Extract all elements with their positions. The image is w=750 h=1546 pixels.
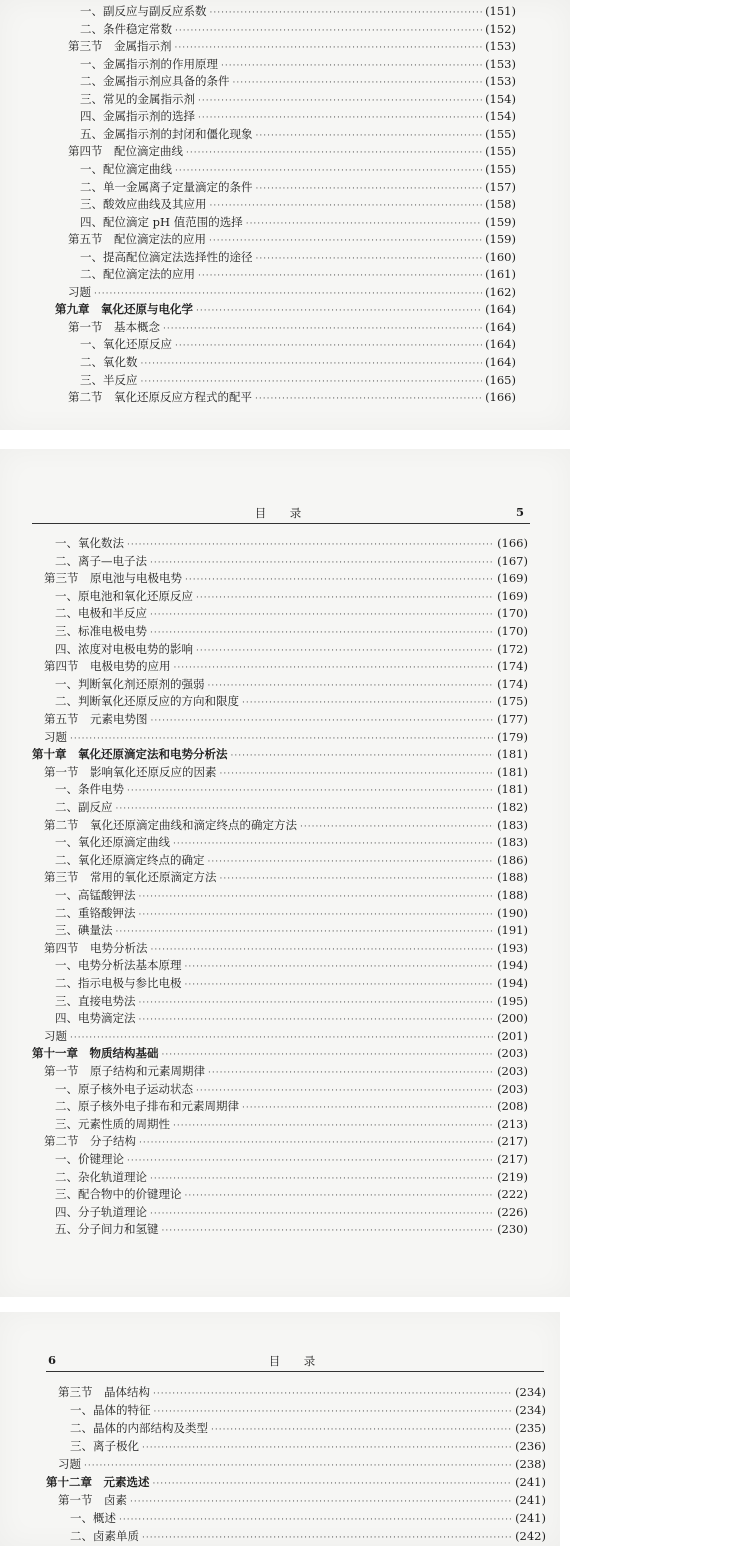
- leader-dots: [196, 646, 494, 656]
- leader-dots: [208, 681, 495, 691]
- toc-entry-page: (151): [485, 4, 516, 18]
- toc-entry-item: [80, 196, 516, 213]
- toc-entry-item: [55, 1204, 528, 1221]
- toc-entry-label: 第一节 基本概念: [68, 319, 160, 334]
- toc-entry-item: [55, 588, 528, 605]
- toc-entry-label: 二、判断氧化还原反应的方向和限度: [55, 694, 239, 709]
- toc-entry-item: [55, 1186, 528, 1203]
- leader-dots: [127, 540, 494, 550]
- toc-entry-label: 习题: [58, 1457, 81, 1471]
- toc-entry-label: 二、氧化数: [80, 355, 138, 369]
- toc-entry-label: 第二节 氧化还原反应方程式的配平: [68, 390, 252, 405]
- leader-dots: [174, 663, 495, 673]
- toc-entry-label: 第九章 氧化还原与电化学: [55, 302, 193, 317]
- toc-entry-page: (164): [485, 319, 516, 334]
- toc-entry-exercise: [44, 1028, 528, 1045]
- toc-entry-item: [55, 623, 528, 640]
- toc-entry-label: 习题: [68, 284, 91, 299]
- leader-dots: [233, 78, 483, 88]
- leader-dots: [231, 751, 495, 761]
- toc-entry-chapter: [32, 1045, 528, 1062]
- toc-entry-page: (166): [485, 390, 516, 405]
- toc-entry-label: 第一节 卤素: [58, 1493, 127, 1507]
- toc-entry-label: 一、晶体的特征: [70, 1403, 151, 1417]
- toc-entry-page: (154): [485, 109, 516, 124]
- toc-entry-label: 四、配位滴定 pH 值范围的选择: [80, 214, 243, 229]
- toc-entry-page: (170): [497, 606, 528, 621]
- toc-entry-label: 第三节 晶体结构: [58, 1385, 150, 1399]
- toc-entry-item: [80, 21, 516, 38]
- toc-entry-page: (217): [497, 1152, 528, 1166]
- toc-entry-page: (182): [497, 800, 528, 814]
- toc-entry-item: [80, 161, 516, 178]
- leader-dots: [210, 201, 483, 211]
- toc-entry-label: 一、概述: [70, 1511, 116, 1525]
- leader-dots: [220, 769, 495, 779]
- toc-entry-page: (164): [485, 337, 516, 352]
- toc-entry-page: (241): [515, 1475, 546, 1489]
- toc-entry-page: (217): [497, 1134, 528, 1149]
- toc-entry-section: [44, 817, 528, 834]
- toc-entry-page: (155): [485, 144, 516, 159]
- leader-dots: [242, 698, 494, 708]
- leader-dots: [185, 1191, 495, 1201]
- toc-entry-label: 二、原子核外电子排布和元素周期律: [55, 1099, 239, 1114]
- toc-entry-label: 二、杂化轨道理论: [55, 1169, 147, 1184]
- toc-entry-page: (200): [497, 1011, 528, 1026]
- toc-page-2: [0, 449, 570, 1297]
- toc-entry-label: 四、分子轨道理论: [55, 1204, 147, 1219]
- toc-entry-page: (166): [497, 536, 528, 550]
- running-header: [32, 505, 530, 524]
- toc-entry-item: [55, 535, 528, 552]
- leader-dots: [196, 593, 494, 603]
- leader-dots: [84, 1461, 512, 1471]
- toc-entry-label: 二、配位滴定法的应用: [80, 267, 195, 282]
- toc-entry-page: (236): [515, 1439, 546, 1453]
- toc-entry-label: 第一节 原子结构和元素周期律: [44, 1064, 205, 1078]
- toc-entry-label: 四、电势滴定法: [55, 1011, 136, 1026]
- leader-dots: [116, 927, 495, 937]
- toc-entry-page: (234): [515, 1403, 546, 1417]
- leader-dots: [162, 1050, 495, 1060]
- leader-dots: [94, 289, 482, 299]
- toc-entry-label: 四、浓度对电极电势的影响: [55, 641, 193, 656]
- toc-entry-item: [80, 126, 516, 143]
- toc-entry-page: (174): [497, 659, 528, 674]
- leader-dots: [139, 892, 495, 902]
- leader-dots: [162, 1226, 495, 1236]
- toc-entry-label: 第十章 氧化还原滴定法和电势分析法: [32, 747, 228, 762]
- toc-entry-page: (177): [497, 712, 528, 726]
- toc-entry-item: [55, 781, 528, 798]
- leader-dots: [196, 306, 482, 316]
- leader-dots: [198, 271, 482, 281]
- toc-entry-page: (169): [497, 588, 528, 603]
- toc-entry-page: (222): [497, 1187, 528, 1202]
- leader-dots: [185, 980, 495, 990]
- leader-dots: [185, 575, 494, 585]
- toc-entry-label: 二、条件稳定常数: [80, 21, 172, 36]
- toc-entry-section: [44, 570, 528, 587]
- leader-dots: [150, 610, 494, 620]
- toc-entry-page: (234): [515, 1385, 546, 1399]
- toc-entry-item: [70, 1510, 546, 1527]
- toc-entry-item: [55, 1169, 528, 1186]
- toc-entry-label: 二、单一金属离子定量滴定的条件: [80, 179, 253, 194]
- toc-entry-label: 一、配位滴定曲线: [80, 161, 172, 176]
- toc-entry-page: (203): [497, 1081, 528, 1096]
- toc-entry-item: [80, 336, 516, 353]
- leader-dots: [154, 1407, 513, 1417]
- toc-entry-page: (153): [485, 74, 516, 89]
- leader-dots: [116, 804, 495, 814]
- leader-dots: [150, 628, 494, 638]
- toc-entry-section: [44, 658, 528, 675]
- toc-entry-label: 一、判断氧化剂还原剂的强弱: [55, 676, 205, 691]
- toc-entry-item: [55, 887, 528, 904]
- toc-entry-label: 一、条件电势: [55, 782, 124, 797]
- toc-entry-item: [80, 354, 516, 371]
- toc-entry-page: (153): [485, 39, 516, 54]
- toc-entry-section: [58, 1384, 546, 1401]
- toc-entry-page: (191): [497, 923, 528, 938]
- toc-entry-page: (194): [497, 958, 528, 973]
- toc-entry-item: [55, 922, 528, 939]
- toc-entry-page: (174): [497, 676, 528, 691]
- toc-entry-label: 第四节 配位滴定曲线: [68, 144, 183, 159]
- toc-entry-item: [55, 553, 528, 570]
- toc-entry-page: (195): [497, 993, 528, 1008]
- header-title: 目 录: [268, 1354, 322, 1368]
- leader-dots: [175, 341, 482, 351]
- leader-dots: [256, 184, 483, 194]
- toc-entry-page: (160): [485, 249, 516, 264]
- toc-entry-section: [68, 389, 516, 406]
- toc-entry-section: [44, 869, 528, 886]
- toc-entry-label: 三、离子极化: [70, 1439, 139, 1453]
- toc-entry-page: (190): [497, 905, 528, 920]
- toc-entry-label: 三、直接电势法: [55, 993, 136, 1008]
- toc-entry-label: 三、常见的金属指示剂: [80, 91, 195, 106]
- leader-dots: [175, 26, 482, 36]
- toc-entry-label: 第二节 分子结构: [44, 1134, 136, 1149]
- leader-dots: [196, 1086, 494, 1096]
- toc-entry-label: 第一节 影响氧化还原反应的因素: [44, 764, 217, 779]
- toc-entry-page: (164): [485, 355, 516, 369]
- toc-entry-label: 第十一章 物质结构基础: [32, 1046, 159, 1061]
- toc-entry-chapter: [32, 746, 528, 763]
- leader-dots: [256, 131, 483, 141]
- toc-entry-item: [55, 1081, 528, 1098]
- toc-entry-item: [70, 1420, 546, 1437]
- toc-entry-page: (179): [497, 729, 528, 744]
- leader-dots: [173, 839, 494, 849]
- leader-dots: [139, 1138, 494, 1148]
- toc-entry-label: 二、卤素单质: [70, 1529, 139, 1543]
- toc-entry-chapter: [55, 301, 516, 318]
- toc-entry-label: 第十二章 元素选述: [46, 1475, 150, 1489]
- toc-entry-label: 习题: [44, 729, 67, 744]
- toc-entry-label: 二、离子—电子法: [55, 553, 147, 568]
- toc-entry-page: (208): [497, 1099, 528, 1114]
- toc-entry-exercise: [58, 1456, 546, 1473]
- header-title: 目 录: [254, 506, 308, 520]
- leader-dots: [256, 254, 483, 264]
- leader-dots: [153, 1389, 512, 1399]
- toc-entry-page: (235): [515, 1421, 546, 1435]
- toc-entry-item: [55, 957, 528, 974]
- leader-dots: [119, 1515, 512, 1525]
- toc-entry-label: 一、金属指示剂的作用原理: [80, 56, 218, 71]
- leader-dots: [130, 1497, 512, 1507]
- toc-entry-section: [68, 231, 516, 248]
- toc-entry-page: (167): [497, 553, 528, 568]
- toc-entry-label: 一、原电池和氧化还原反应: [55, 588, 193, 603]
- leader-dots: [246, 219, 482, 229]
- toc-entry-section: [68, 38, 516, 55]
- toc-entry-page: (241): [515, 1511, 546, 1525]
- toc-entry-page: (162): [485, 284, 516, 299]
- toc-entry-label: 三、配合物中的价键理论: [55, 1187, 182, 1202]
- toc-entry-page: (181): [497, 747, 528, 762]
- leader-dots: [139, 910, 495, 920]
- toc-entry-item: [55, 1010, 528, 1027]
- toc-entry-label: 一、氧化数法: [55, 536, 124, 550]
- toc-entry-item: [70, 1402, 546, 1419]
- toc-entry-label: 第四节 电势分析法: [44, 940, 148, 955]
- leader-dots: [150, 558, 494, 568]
- toc-entry-section: [44, 1133, 528, 1150]
- toc-entry-page: (181): [497, 764, 528, 779]
- toc-entry-page: (157): [485, 179, 516, 194]
- leader-dots: [142, 1443, 512, 1453]
- toc-entry-item: [55, 975, 528, 992]
- toc-entry-page: (238): [515, 1457, 546, 1471]
- toc-entry-page: (186): [497, 852, 528, 867]
- leader-dots: [210, 8, 483, 18]
- leader-dots: [220, 874, 495, 884]
- toc-entry-label: 第三节 原电池与电极电势: [44, 571, 182, 586]
- leader-dots: [300, 822, 494, 832]
- toc-entry-label: 三、标准电极电势: [55, 624, 147, 638]
- toc-entry-label: 二、金属指示剂应具备的条件: [80, 74, 230, 89]
- toc-entry-page: (159): [485, 214, 516, 229]
- toc-entry-page: (172): [497, 641, 528, 656]
- toc-entry-item: [55, 993, 528, 1010]
- toc-entry-label: 五、金属指示剂的封闭和僵化现象: [80, 126, 253, 141]
- toc-entry-page: (158): [485, 197, 516, 212]
- leader-dots: [208, 857, 495, 867]
- toc-entry-page: (155): [485, 161, 516, 176]
- toc-entry-page: (188): [497, 870, 528, 885]
- toc-entry-page: (242): [515, 1529, 546, 1543]
- toc-entry-label: 二、副反应: [55, 800, 113, 814]
- leader-dots: [163, 324, 482, 334]
- leader-dots: [70, 1033, 494, 1043]
- toc-entry-page: (153): [485, 56, 516, 71]
- toc-entry-section: [44, 764, 528, 781]
- toc-entry-page: (165): [485, 372, 516, 387]
- toc-entry-page: (183): [497, 817, 528, 832]
- toc-entry-item: [80, 3, 516, 20]
- toc-entry-label: 一、价键理论: [55, 1152, 124, 1166]
- toc-entry-page: (241): [515, 1493, 546, 1507]
- toc-entry-page: (226): [497, 1204, 528, 1219]
- leader-dots: [141, 377, 483, 387]
- toc-entry-item: [55, 1098, 528, 1115]
- toc-entry-page: (201): [497, 1028, 528, 1043]
- toc-entry-section: [68, 143, 516, 160]
- toc-entry-item: [80, 266, 516, 283]
- leader-dots: [211, 1425, 512, 1435]
- toc-entry-section: [44, 711, 528, 728]
- toc-entry-item: [55, 905, 528, 922]
- leader-dots: [70, 734, 494, 744]
- leader-dots: [242, 1103, 494, 1113]
- toc-entry-item: [55, 799, 528, 816]
- toc-entry-page: (152): [485, 21, 516, 36]
- leader-dots: [151, 945, 495, 955]
- toc-entry-label: 二、重铬酸钾法: [55, 905, 136, 920]
- leader-dots: [186, 148, 482, 158]
- toc-entry-label: 二、氧化还原滴定终点的确定: [55, 852, 205, 867]
- leader-dots: [175, 166, 482, 176]
- toc-entry-item: [55, 834, 528, 851]
- leader-dots: [221, 61, 482, 71]
- toc-entry-item: [80, 372, 516, 389]
- toc-entry-page: (230): [497, 1222, 528, 1237]
- running-header: [46, 1353, 544, 1372]
- leader-dots: [150, 1174, 494, 1184]
- toc-entry-page: (154): [485, 91, 516, 106]
- leader-dots: [151, 716, 495, 726]
- toc-entry-item: [80, 91, 516, 108]
- leader-dots: [185, 962, 495, 972]
- toc-entry-page: (183): [497, 835, 528, 850]
- toc-entry-label: 三、酸效应曲线及其应用: [80, 197, 207, 212]
- toc-entry-label: 一、电势分析法基本原理: [55, 958, 182, 973]
- leader-dots: [153, 1479, 513, 1489]
- toc-entry-section: [44, 1063, 528, 1080]
- toc-entry-label: 一、氧化还原滴定曲线: [55, 835, 170, 850]
- page-number: 6: [48, 1353, 57, 1367]
- toc-entry-item: [55, 1221, 528, 1238]
- toc-entry-page: (175): [497, 694, 528, 709]
- toc-entry-page: (161): [485, 267, 516, 282]
- toc-entry-item: [80, 56, 516, 73]
- leader-dots: [127, 786, 494, 796]
- toc-entry-item: [80, 214, 516, 231]
- toc-entry-label: 一、原子核外电子运动状态: [55, 1081, 193, 1096]
- page-number: 5: [515, 505, 524, 519]
- leader-dots: [142, 1533, 512, 1543]
- toc-entry-item: [55, 605, 528, 622]
- leader-dots: [141, 359, 483, 369]
- leader-dots: [127, 1156, 494, 1166]
- toc-entry-page: (181): [497, 782, 528, 797]
- toc-entry-label: 第二节 氧化还原滴定曲线和滴定终点的确定方法: [44, 817, 297, 832]
- leader-dots: [139, 1015, 495, 1025]
- toc-entry-item: [70, 1528, 546, 1545]
- toc-entry-label: 一、氧化还原反应: [80, 337, 172, 352]
- toc-entry-label: 第三节 常用的氧化还原滴定方法: [44, 870, 217, 885]
- toc-entry-item: [55, 641, 528, 658]
- toc-entry-label: 第四节 电极电势的应用: [44, 659, 171, 674]
- leader-dots: [150, 1209, 494, 1219]
- leader-dots: [139, 998, 495, 1008]
- leader-dots: [173, 1121, 494, 1131]
- toc-entry-page: (213): [497, 1116, 528, 1131]
- toc-page-1: [0, 0, 570, 430]
- toc-entry-label: 四、金属指示剂的选择: [80, 109, 195, 124]
- toc-entry-item: [55, 852, 528, 869]
- toc-entry-chapter: [46, 1474, 546, 1491]
- toc-entry-label: 一、副反应与副反应系数: [80, 4, 207, 18]
- toc-entry-page: (169): [497, 571, 528, 586]
- toc-entry-exercise: [44, 729, 528, 746]
- toc-entry-label: 第三节 金属指示剂: [68, 39, 172, 54]
- toc-entry-page: (219): [497, 1169, 528, 1184]
- toc-entry-label: 二、指示电极与参比电极: [55, 976, 182, 990]
- leader-dots: [175, 43, 483, 53]
- toc-entry-page: (155): [485, 126, 516, 141]
- toc-entry-label: 三、元素性质的周期性: [55, 1116, 170, 1131]
- toc-entry-page: (193): [497, 940, 528, 955]
- toc-entry-page: (203): [497, 1046, 528, 1061]
- toc-entry-page: (188): [497, 888, 528, 902]
- leader-dots: [198, 96, 482, 106]
- toc-entry-item: [55, 1151, 528, 1168]
- toc-entry-item: [80, 73, 516, 90]
- leader-dots: [198, 113, 482, 123]
- toc-entry-label: 习题: [44, 1028, 67, 1043]
- toc-entry-label: 一、高锰酸钾法: [55, 888, 136, 902]
- toc-entry-item: [80, 179, 516, 196]
- toc-entry-label: 二、电极和半反应: [55, 606, 147, 621]
- toc-entry-item: [70, 1438, 546, 1455]
- toc-entry-label: 五、分子间力和氢键: [55, 1222, 159, 1237]
- toc-entry-label: 一、提高配位滴定法选择性的途径: [80, 249, 253, 264]
- toc-entry-section: [68, 319, 516, 336]
- toc-entry-item: [55, 693, 528, 710]
- toc-entry-item: [55, 676, 528, 693]
- toc-entry-section: [44, 940, 528, 957]
- toc-entry-label: 第五节 配位滴定法的应用: [68, 232, 206, 247]
- toc-entry-section: [58, 1492, 546, 1509]
- toc-entry-label: 二、晶体的内部结构及类型: [70, 1421, 208, 1435]
- toc-page-3: [0, 1312, 560, 1546]
- toc-entry-item: [80, 108, 516, 125]
- toc-entry-page: (194): [497, 976, 528, 990]
- leader-dots: [255, 394, 482, 404]
- toc-entry-page: (159): [485, 232, 516, 247]
- toc-entry-label: 三、半反应: [80, 372, 138, 387]
- toc-entry-exercise: [68, 284, 516, 301]
- toc-entry-page: (164): [485, 302, 516, 317]
- toc-entry-label: 第五节 元素电势图: [44, 712, 148, 726]
- toc-entry-item: [80, 249, 516, 266]
- toc-entry-item: [55, 1116, 528, 1133]
- leader-dots: [208, 1068, 494, 1078]
- toc-entry-page: (203): [497, 1064, 528, 1078]
- leader-dots: [209, 236, 482, 246]
- toc-entry-label: 三、碘量法: [55, 923, 113, 938]
- toc-entry-page: (170): [497, 624, 528, 638]
